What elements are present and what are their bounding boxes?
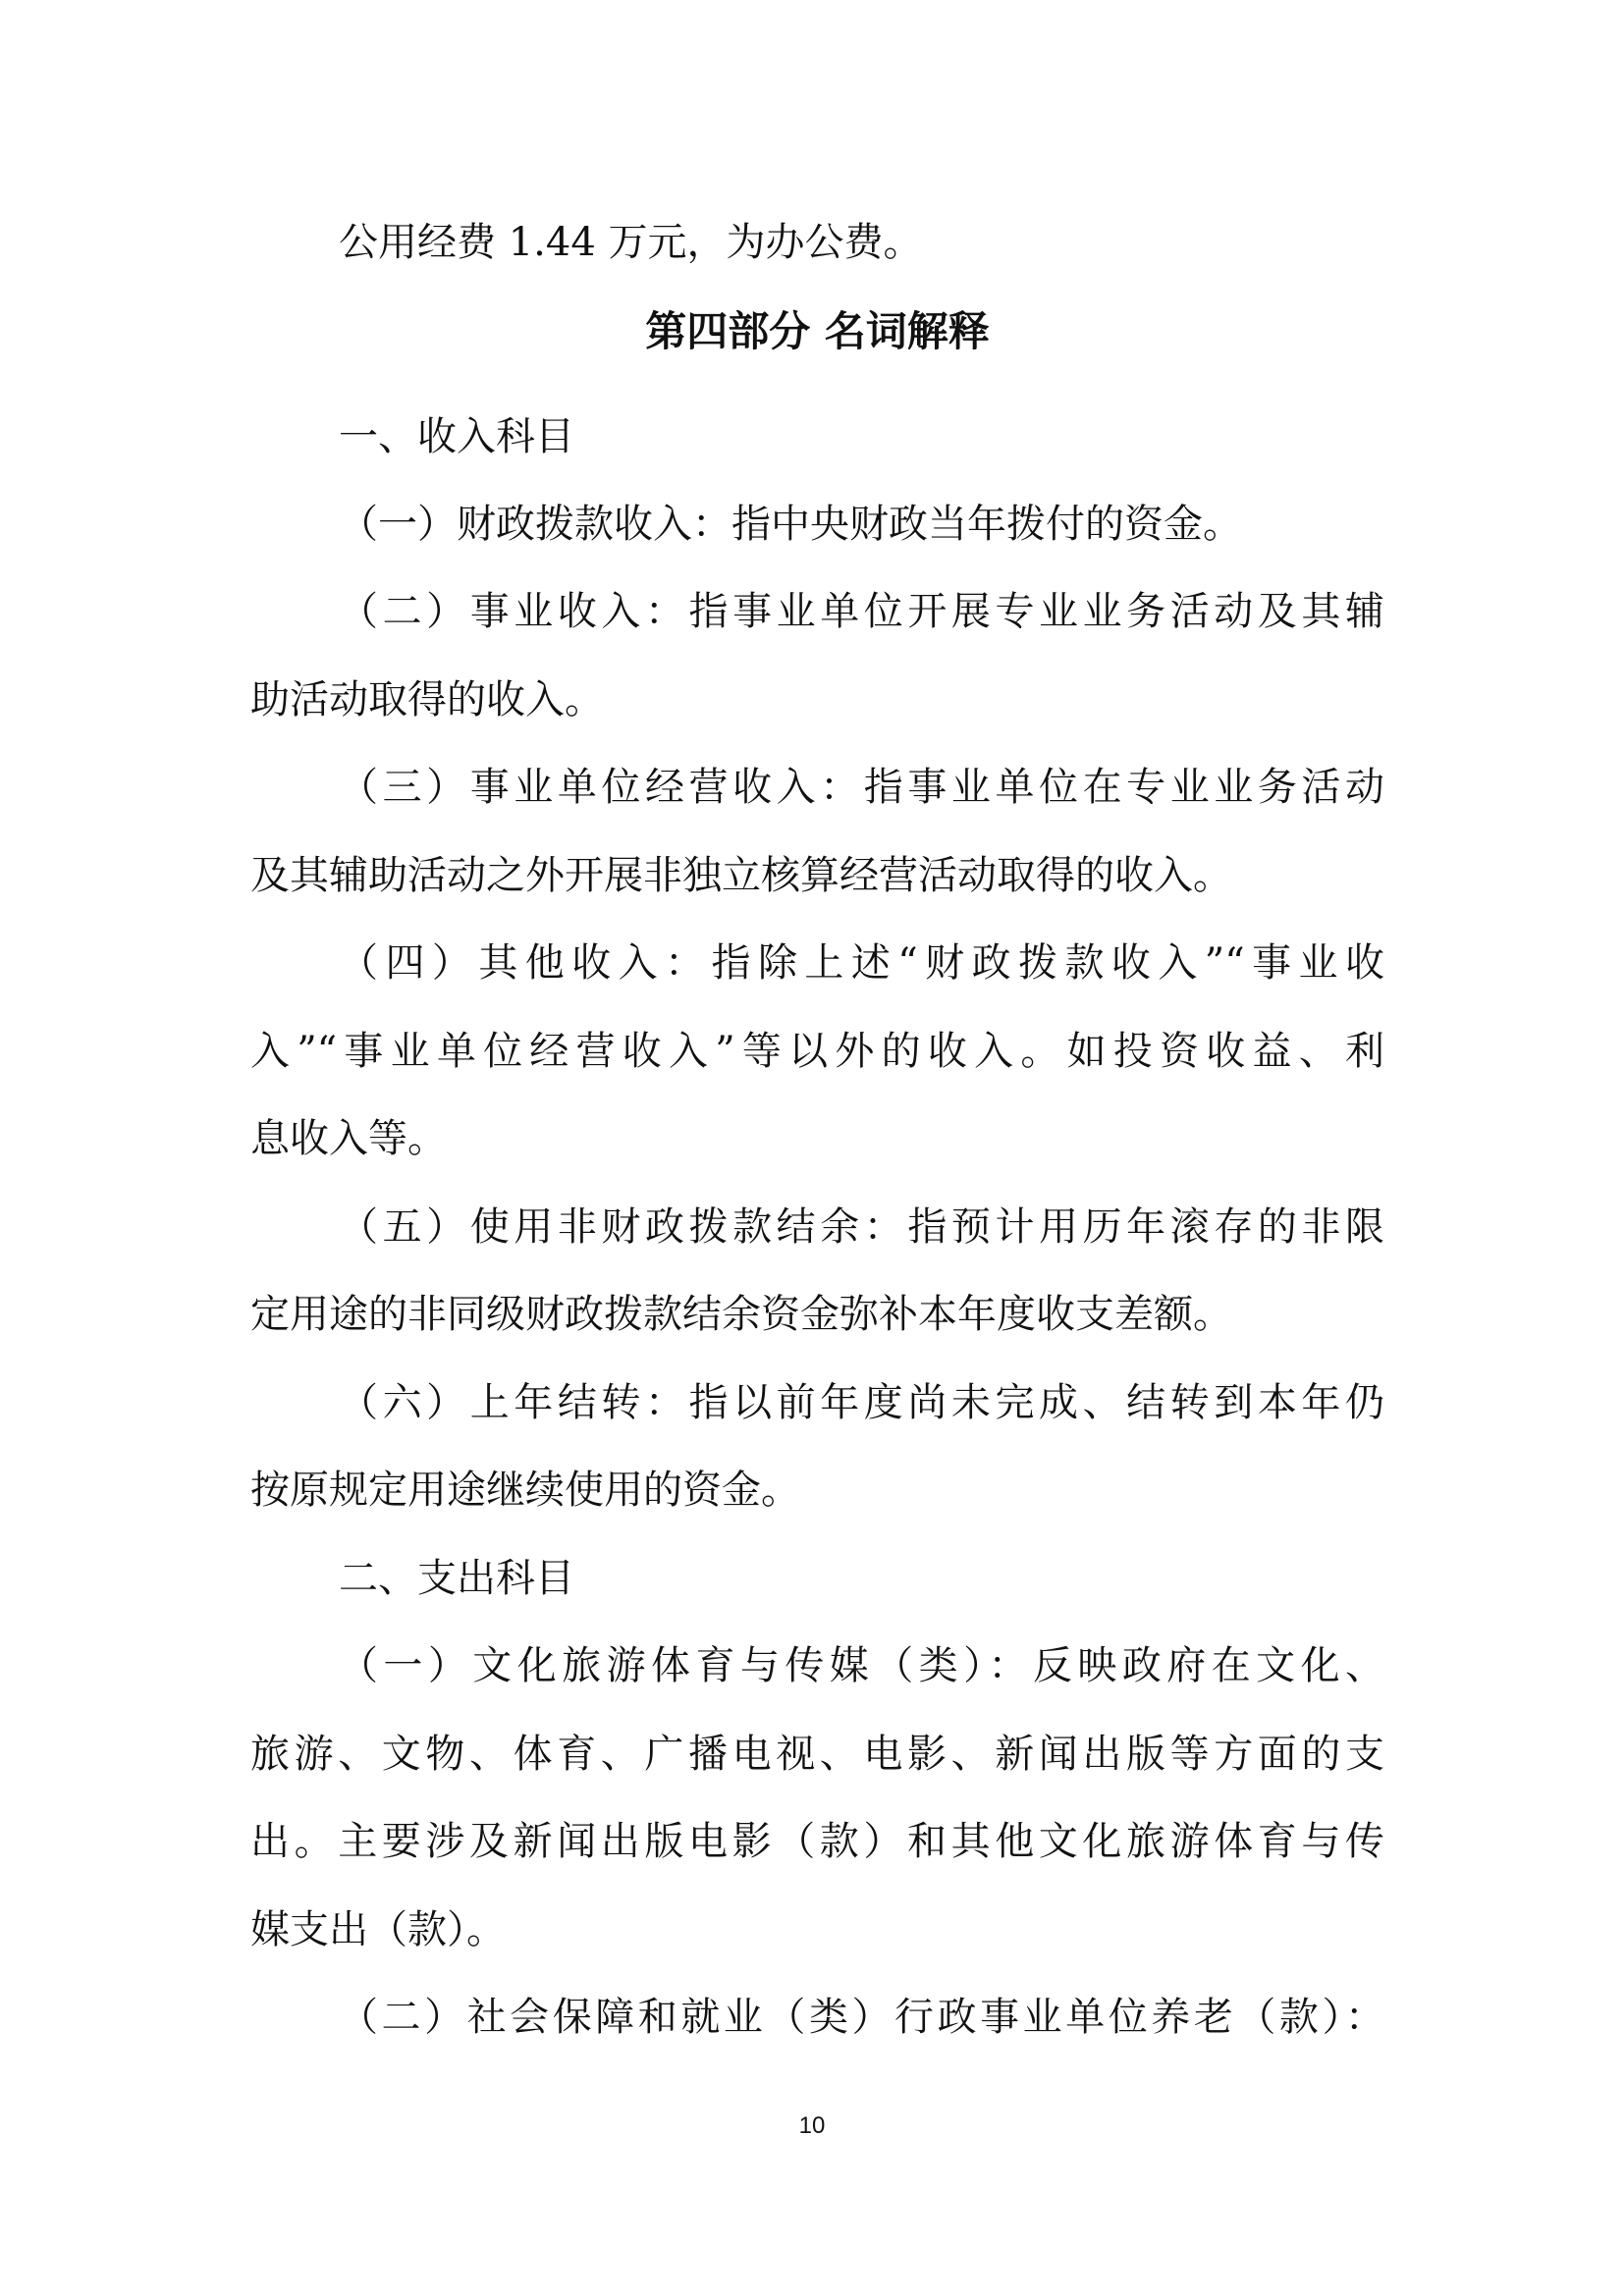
text-line: 旅游、文物、体育、广播电视、电影、新闻出版等方面的支 <box>250 1731 1384 1777</box>
text-line: （一）文化旅游体育与传媒（类）：反映政府在文化、 <box>339 1643 1384 1688</box>
text-line: （一）财政拨款收入：指中央财政当年拨付的资金。 <box>339 501 1242 547</box>
paragraph <box>250 1974 1384 2062</box>
text-line: 息收入等。 <box>250 1116 447 1161</box>
text-line: （六）上年结转：指以前年度尚未完成、结转到本年仍 <box>339 1379 1384 1425</box>
text-line: 媒支出（款）。 <box>250 1906 506 1952</box>
paragraph <box>250 1360 1384 1535</box>
text-line: 助活动取得的收入。 <box>250 676 604 722</box>
text-line: 一、收入科目 <box>339 413 574 459</box>
text-line: 按原规定用途继续使用的资金。 <box>250 1468 800 1513</box>
paragraph <box>250 1623 1384 1974</box>
text-line: 出。主要涉及新闻出版电影（款）和其他文化旅游体育与传 <box>250 1819 1384 1864</box>
paragraph <box>250 481 1384 569</box>
paragraph <box>250 1535 1384 1624</box>
text-line: （四）其他收入：指除上述“财政拨款收入”“事业收 <box>339 940 1384 986</box>
text-line: （五）使用非财政拨款结余：指预计用历年滚存的非限 <box>339 1203 1384 1250</box>
text-line: 二、支出科目 <box>339 1555 574 1601</box>
text-line: 定用途的非同级财政拨款结余资金弥补本年度收支差额。 <box>250 1292 1232 1337</box>
page-number: 10 <box>798 2112 826 2139</box>
text-line: 第四部分 名词解释 <box>645 306 990 355</box>
text-line: 公用经费 1.44 万元，为办公费。 <box>339 220 923 265</box>
text-line: （三）事业单位经营收入：指事业单位在专业业务活动 <box>339 765 1384 810</box>
text-line: 入”“事业单位经营收入”等以外的收入。如投资收益、利 <box>250 1028 1384 1074</box>
paragraph <box>250 568 1384 744</box>
paragraph <box>250 744 1384 920</box>
paragraph <box>250 920 1384 1184</box>
text-line: （二）事业收入：指事业单位开展专业业务活动及其辅 <box>339 589 1384 634</box>
text-line: 及其辅助活动之外开展非独立核算经营活动取得的收入。 <box>250 852 1232 898</box>
text-line: （二）社会保障和就业（类）行政事业单位养老（款）： <box>339 1995 1384 2040</box>
document-body <box>250 199 1384 2062</box>
paragraph <box>250 1184 1384 1360</box>
